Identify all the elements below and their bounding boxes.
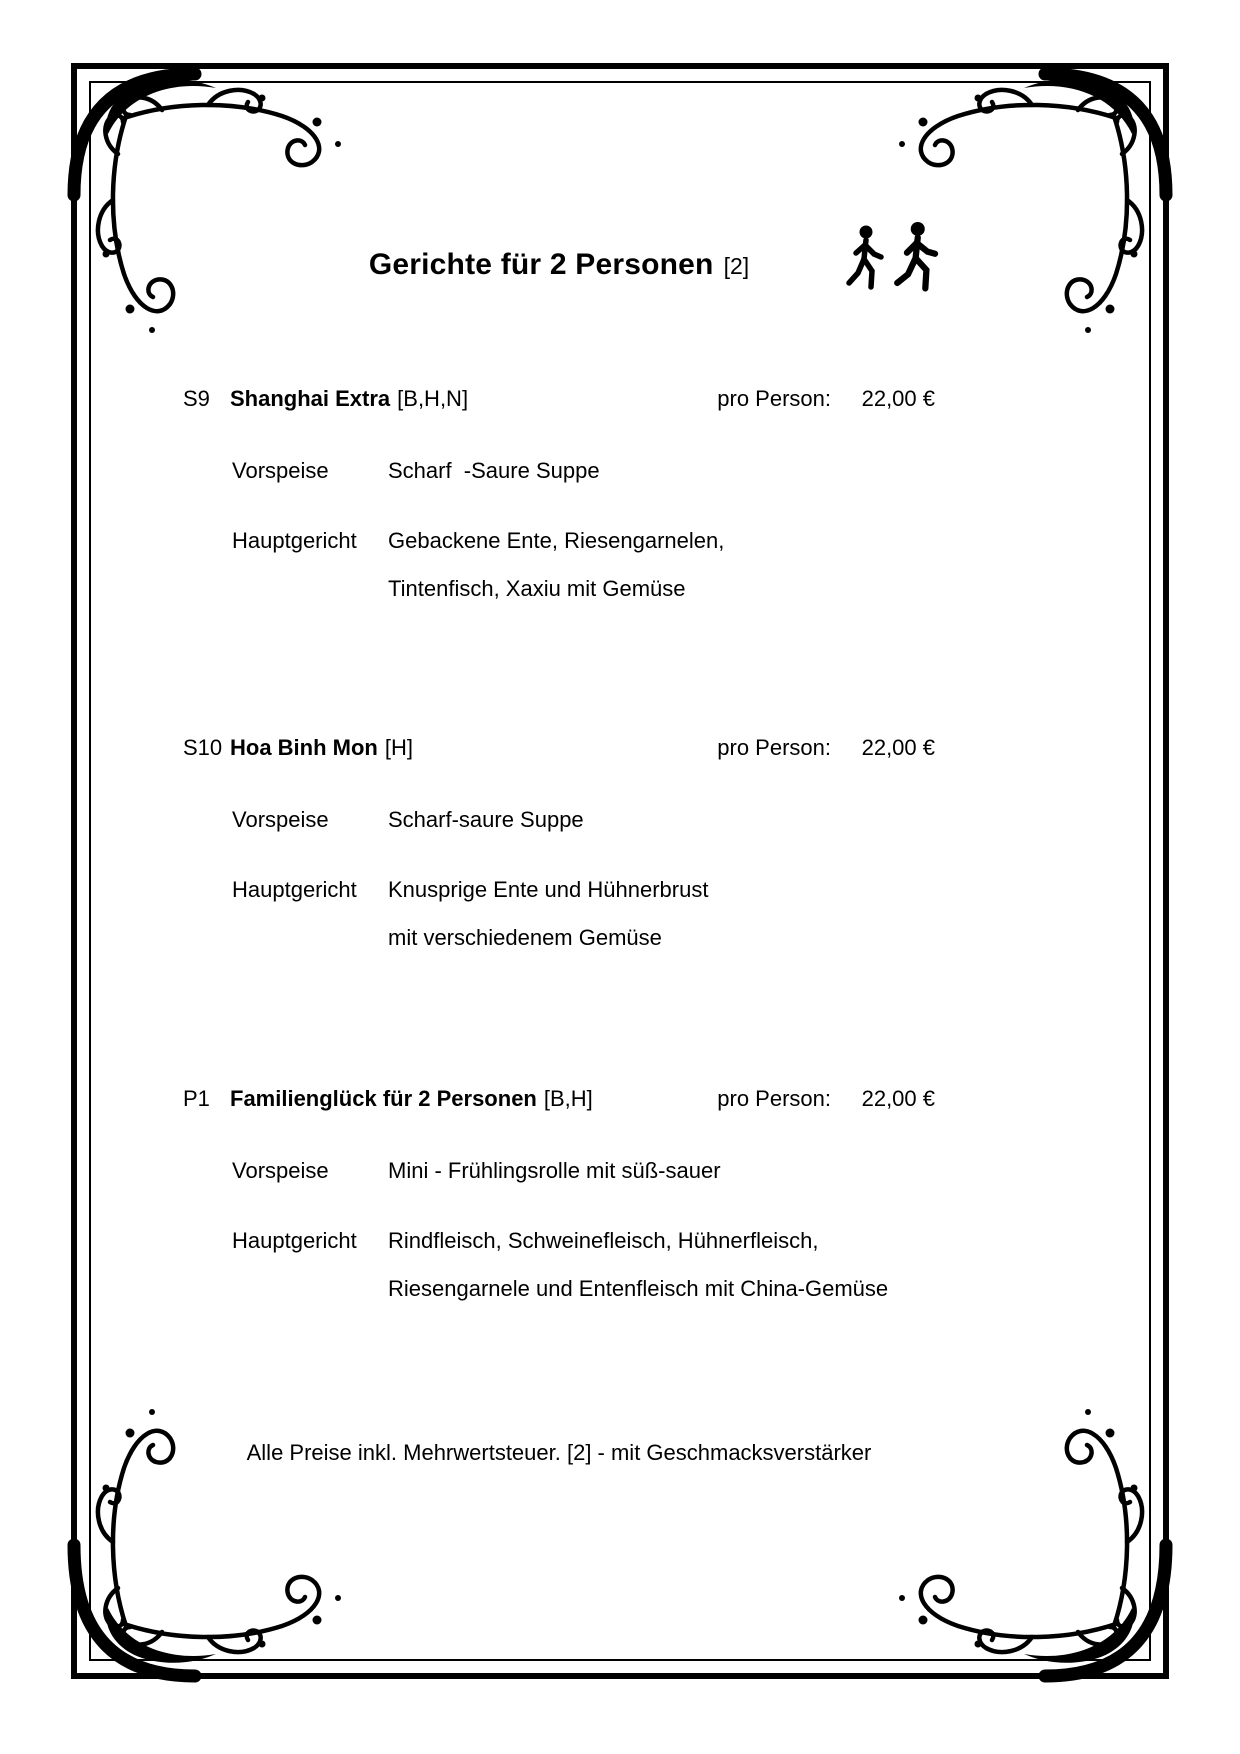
course-line: Scharf-saure Suppe [388,807,584,832]
course-row-starter [183,1156,935,1186]
price-value: 22,00 € [861,1086,935,1111]
course-line: Knusprige Ente und Hühnerbrust [388,877,709,902]
course-row-main [183,1226,935,1304]
item-allergen-tags: [B,H] [543,1086,593,1111]
course-row-main [183,526,935,604]
course-line: Mini - Frühlingsrolle mit süß-sauer [388,1158,721,1183]
course-line: Rindfleisch, Schweinefleisch, Hühnerfleisch, [388,1228,819,1253]
course-label: Hauptgericht [232,1228,357,1253]
course-text [388,805,935,835]
top-left-ornament-icon [98,79,341,333]
menu-item-header [183,384,935,414]
footer-note: Alle Preise inkl. Mehrwertsteuer. [2] - mit Geschmacksverstärker [246,1440,872,1465]
course-line: Riesengarnele und Entenfleisch mit China-Gemüse [388,1276,889,1301]
course-label: Vorspeise [232,807,329,832]
item-name: Familienglück für 2 Personen [230,1086,537,1111]
item-allergen-tags: [H] [384,735,413,760]
course-label: Vorspeise [232,1158,329,1183]
course-row-starter [183,805,935,835]
course-text [388,456,935,486]
course-line: Tintenfisch, Xaxiu mit Gemüse [388,576,686,601]
page-title: Gerichte für 2 Personen [368,248,714,281]
price-value: 22,00 € [861,386,935,411]
course-label: Hauptgericht [232,877,357,902]
price-value: 22,00 € [861,735,935,760]
item-code: S10 [183,735,223,760]
course-label: Vorspeise [232,458,329,483]
item-code: S9 [183,386,210,411]
page-title-suffix: [2] [723,253,750,279]
item-allergen-tags: [B,H,N] [397,386,469,411]
menu-item-header [183,1084,935,1114]
course-text [388,875,935,953]
course-text [388,526,935,604]
bottom-right-ornament-icon [899,1409,1142,1663]
price-label: pro Person: [717,735,831,760]
course-line: mit verschiedenem Gemüse [388,925,662,950]
course-label: Hauptgericht [232,528,357,553]
walking-persons-icon [844,220,954,300]
course-text [388,1156,935,1186]
menu-item-s10 [183,733,935,953]
item-name: Shanghai Extra [230,386,391,411]
course-line: Gebackene Ente, Riesengarnelen, [388,528,725,553]
page-title-row [183,248,935,294]
course-line: Scharf -Saure Suppe [388,458,600,483]
price-label: pro Person: [717,386,831,411]
course-row-main [183,875,935,953]
menu-item-s9 [183,384,935,604]
item-name: Hoa Binh Mon [230,735,378,760]
menu-item-header [183,733,935,763]
item-code: P1 [183,1086,210,1111]
course-text [388,1226,935,1304]
course-row-starter [183,456,935,486]
menu-item-p1 [183,1084,935,1304]
price-label: pro Person: [717,1086,831,1111]
